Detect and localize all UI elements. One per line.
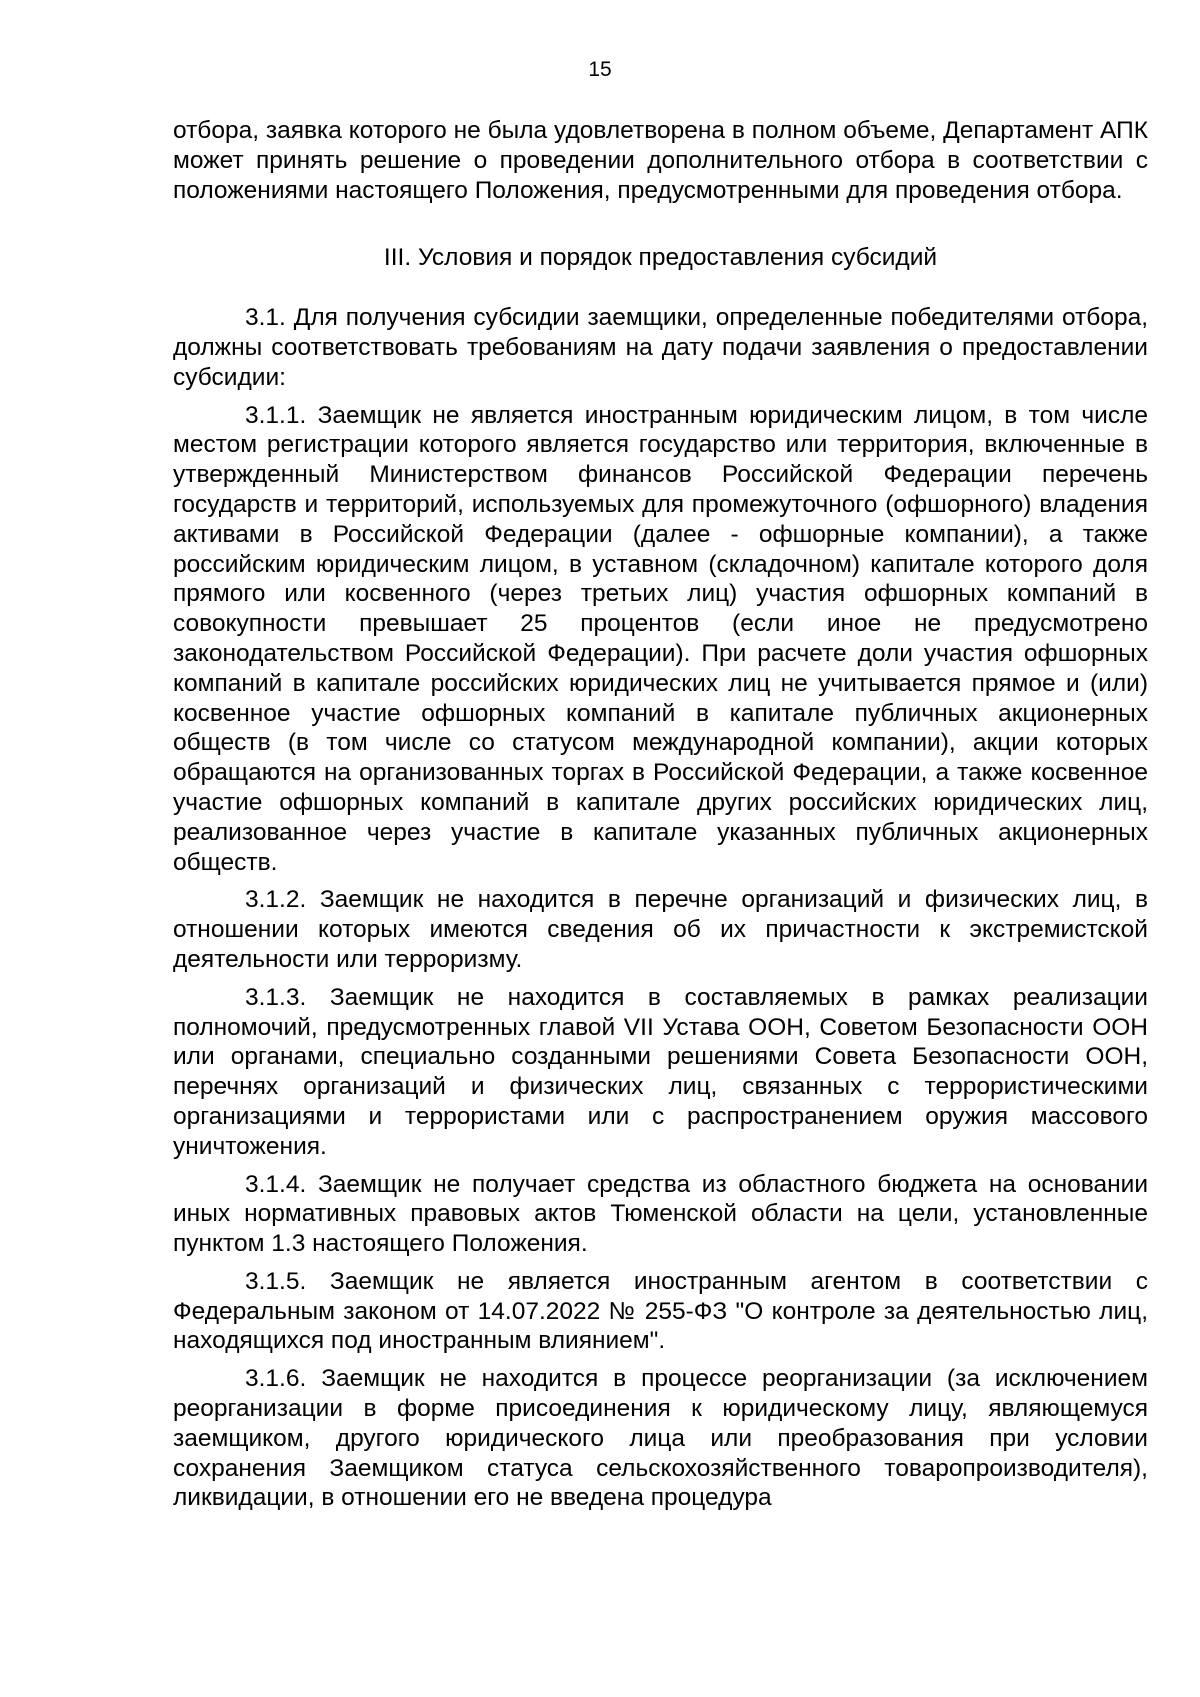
paragraph-3-1-4: 3.1.4. Заемщик не получает средства из областного бюджета на основании иных нормативных правовых актов Тюменской области на цели, установленные пунктом 1.3 настоящего Положения. — [173, 1170, 1148, 1258]
page-number: 15 — [588, 58, 612, 81]
paragraph-3-1-3: 3.1.3. Заемщик не находится в составляемых в рамках реализации полномочий, предусмотренных главой VII Устава ООН, Советом Безопасности ООН или органами, специально созданными решениями Совета Безопасности ООН, перечнях организаций и физических лиц, связанных с террористическими организациями и террористами или с распространением оружия массового уничтожения. — [173, 983, 1148, 1160]
document-body — [173, 116, 1148, 1513]
paragraph-3-1-1: 3.1.1. Заемщик не является иностранным юридическим лицом, в том числе местом регистрации которого является государство или территория, включенные в утвержденный Министерством финансов Российской Федерации перечень государств и территорий, используемых для промежуточного (офшорного) владения активами в Российской Федерации (далее - офшорные компании), а также российским юридическим лицом, в уставном (складочном) капитале которого доля прямого или косвенного (через третьих лиц) участия офшорных компаний в совокупности превышает 25 процентов (если иное не предусмотрено законодательством Российской Федерации). При расчете доли участия офшорных компаний в капитале российских юридических лиц не учитывается прямое и (или) косвенное участие офшорных компаний в капитале публичных акционерных обществ (в том числе со статусом международной компании), акции которых обращаются на организованных торгах в Российской Федерации, а также косвенное участие офшорных компаний в капитале других российских юридических лиц, реализованное через участие в капитале указанных публичных акционерных обществ. — [173, 401, 1148, 876]
paragraph-3-1: 3.1. Для получения субсидии заемщики, определенные победителями отбора, должны соответствовать требованиям на дату подачи заявления о предоставлении субсидии: — [173, 304, 1148, 391]
paragraph-continuation: отбора, заявка которого не была удовлетворена в полном объеме, Департамент АПК может принять решение о проведении дополнительного отбора в соответствии с положениями настоящего Положения, предусмотренными для проведения отбора. — [173, 117, 1148, 204]
section-heading: III. Условия и порядок предоставления субсидий — [383, 244, 938, 272]
paragraph-3-1-2: 3.1.2. Заемщик не находится в перечне организаций и физических лиц, в отношении которых имеются сведения об их причастности к экстремистской деятельности или терроризму. — [173, 886, 1148, 973]
paragraph-3-1-6: 3.1.6. Заемщик не находится в процессе реорганизации (за исключением реорганизации в форме присоединения к юридическому лицу, являющемуся заемщиком, другого юридического лица или преобразования при условии сохранения Заемщиком статуса сельскохозяйственного товаропроизводителя), ликвидации, в отношении его не введена процедура — [173, 1365, 1148, 1512]
paragraph-3-1-5: 3.1.5. Заемщик не является иностранным агентом в соответствии с Федеральным законом от 14.07.2022 № 255-ФЗ "О контроле за деятельностью лиц, находящихся под иностранным влиянием". — [173, 1267, 1148, 1355]
